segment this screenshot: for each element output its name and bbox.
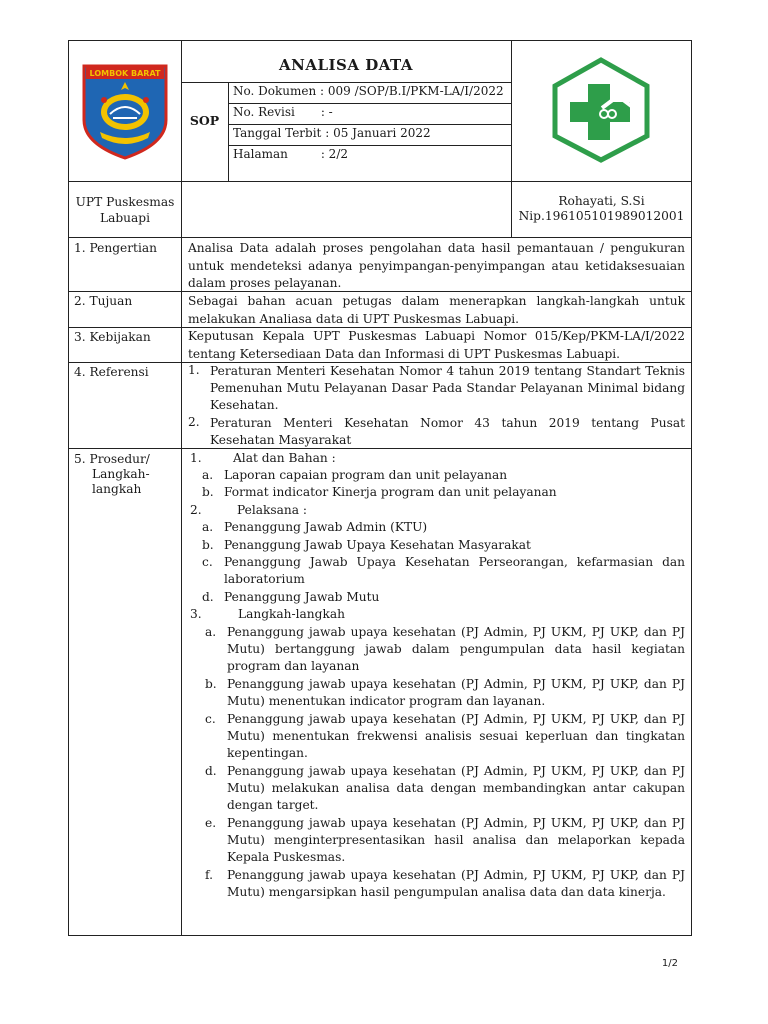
section-text-pengertian: Analisa Data adalah proses pengolahan data hasil pemantauan / pengukuran untuk mendeteksi adanya penyimpangan-penyimpangan atau ketidaksesuaian dalam proses pelayanan. bbox=[188, 241, 685, 290]
section-label-prosedur-line3: langkah bbox=[92, 482, 142, 496]
page-label: Halaman bbox=[233, 147, 288, 161]
list-number: 3. bbox=[190, 607, 202, 621]
list-letter: e. bbox=[205, 816, 217, 830]
subheading-langkah: Langkah-langkah bbox=[238, 607, 345, 621]
page-value: : 2/2 bbox=[320, 147, 348, 161]
list-letter: f. bbox=[205, 868, 213, 882]
list-number: 1. bbox=[190, 451, 202, 465]
issue-date-label: Tanggal Terbit bbox=[233, 126, 322, 140]
revision-row bbox=[233, 105, 333, 119]
issue-date-value: : 05 Januari 2022 bbox=[325, 126, 431, 140]
list-letter: d. bbox=[202, 590, 214, 604]
section-text-tujuan: Sebagai bahan acuan petugas dalam menerapkan langkah-langkah untuk melakukan Analiasa data di UPT Puskesmas Labuapi. bbox=[188, 294, 685, 326]
list-letter: c. bbox=[202, 555, 213, 569]
pelaksana-item: Penanggung Jawab Mutu bbox=[224, 590, 380, 604]
list-number: 2. bbox=[190, 503, 202, 517]
langkah-item: Penanggung jawab upaya kesehatan (PJ Admin, PJ UKM, PJ UKP, dan PJ Mutu) menginterpresentasikan hasil analisa dan melaporkan kepada Kepala Puskesmas. bbox=[227, 816, 685, 864]
list-number: 2. bbox=[188, 415, 200, 429]
divider bbox=[511, 40, 512, 181]
referensi-item: Peraturan Menteri Kesehatan Nomor 4 tahun 2019 tentang Standart Teknis Pemenuhan Mutu Pelayanan Dasar Pada Standar Pelayanan Minimal bidang Kesehatan. bbox=[210, 364, 685, 412]
section-label-referensi: 4. Referensi bbox=[74, 365, 149, 379]
issue-date-row bbox=[233, 126, 431, 140]
divider bbox=[68, 181, 692, 182]
signatory-nip: Nip.196105101989012001 bbox=[518, 209, 685, 223]
divider bbox=[228, 124, 511, 125]
list-letter: a. bbox=[202, 520, 214, 534]
lombok-barat-crest-logo bbox=[80, 60, 170, 160]
page-row bbox=[233, 147, 348, 161]
signatory-name: Rohayati, S.Si bbox=[558, 194, 645, 208]
section-label-tujuan: 2. Tujuan bbox=[74, 294, 133, 308]
section-text-kebijakan: Keputusan Kepala UPT Puskesmas Labuapi Nomor 015/Kep/PKM-LA/I/2022 tentang Ketersediaan Data dan Informasi di UPT Puskesmas Labuapi. bbox=[188, 329, 685, 361]
list-letter: b. bbox=[202, 538, 214, 552]
section-label-prosedur: 5. Prosedur/ bbox=[74, 452, 150, 466]
list-letter: a. bbox=[202, 468, 214, 482]
list-letter: d. bbox=[205, 764, 217, 778]
divider bbox=[228, 145, 511, 146]
divider bbox=[228, 103, 511, 104]
langkah-item: Penanggung jawab upaya kesehatan (PJ Admin, PJ UKM, PJ UKP, dan PJ Mutu) menentukan indicator program dan layanan. bbox=[227, 677, 685, 708]
list-number: 1. bbox=[188, 363, 200, 377]
sop-label: SOP bbox=[189, 113, 220, 128]
document-title: ANALISA DATA bbox=[278, 56, 414, 74]
subheading-alat: Alat dan Bahan : bbox=[233, 451, 336, 465]
doc-number-label: No. Dokumen bbox=[233, 84, 317, 98]
page-number: 1/2 bbox=[661, 958, 678, 969]
section-label-kebijakan: 3. Kebijakan bbox=[74, 330, 151, 344]
langkah-item: Penanggung jawab upaya kesehatan (PJ Admin, PJ UKM, PJ UKP, dan PJ Mutu) bertanggung jawab dalam pengumpulan data hasil kegiatan program dan layanan bbox=[227, 625, 685, 673]
pelaksana-item: Penanggung Jawab Upaya Kesehatan Perseorangan, kefarmasian dan laboratorium bbox=[224, 555, 685, 586]
langkah-item: Penanggung jawab upaya kesehatan (PJ Admin, PJ UKM, PJ UKP, dan PJ Mutu) mengarsipkan hasil pengumpulan analisa data dan data kinerja. bbox=[227, 868, 685, 899]
list-letter: b. bbox=[202, 485, 214, 499]
divider bbox=[68, 237, 692, 238]
crest-text: LOMBOK BARAT bbox=[89, 69, 161, 78]
divider bbox=[228, 82, 229, 181]
referensi-item: Peraturan Menteri Kesehatan Nomor 43 tahun 2019 tentang Pusat Kesehatan Masyarakat bbox=[210, 416, 685, 447]
revision-value: : - bbox=[320, 105, 333, 119]
alat-item: Laporan capaian program dan unit pelayanan bbox=[224, 468, 508, 482]
section-label-prosedur-line2: Langkah- bbox=[92, 467, 150, 481]
list-letter: c. bbox=[205, 712, 216, 726]
organization-name: UPT Puskesmas Labuapi bbox=[75, 195, 175, 225]
list-letter: a. bbox=[205, 625, 217, 639]
langkah-item: Penanggung jawab upaya kesehatan (PJ Admin, PJ UKM, PJ UKP, dan PJ Mutu) melakukan analisa data dengan membandingkan antar cakupan dengan target. bbox=[227, 764, 685, 812]
langkah-item: Penanggung jawab upaya kesehatan (PJ Admin, PJ UKM, PJ UKP, dan PJ Mutu) menentukan frekwensi analisis sesuai keperluan dan tingkatan kepentingan. bbox=[227, 712, 685, 760]
doc-number-value: : 009 /SOP/B.I/PKM-LA/I/2022 bbox=[320, 84, 504, 98]
divider bbox=[181, 82, 511, 83]
subheading-pelaksana: Pelaksana : bbox=[237, 503, 308, 517]
section-label-pengertian: 1. Pengertian bbox=[74, 241, 157, 255]
divider bbox=[181, 40, 182, 936]
list-letter: b. bbox=[205, 677, 217, 691]
puskesmas-logo bbox=[548, 56, 654, 164]
pelaksana-item: Penanggung Jawab Upaya Kesehatan Masyarakat bbox=[224, 538, 531, 552]
revision-label: No. Revisi bbox=[233, 105, 295, 119]
doc-number-row bbox=[233, 84, 504, 98]
alat-item: Format indicator Kinerja program dan unit pelayanan bbox=[224, 485, 557, 499]
pelaksana-item: Penanggung Jawab Admin (KTU) bbox=[224, 520, 428, 534]
